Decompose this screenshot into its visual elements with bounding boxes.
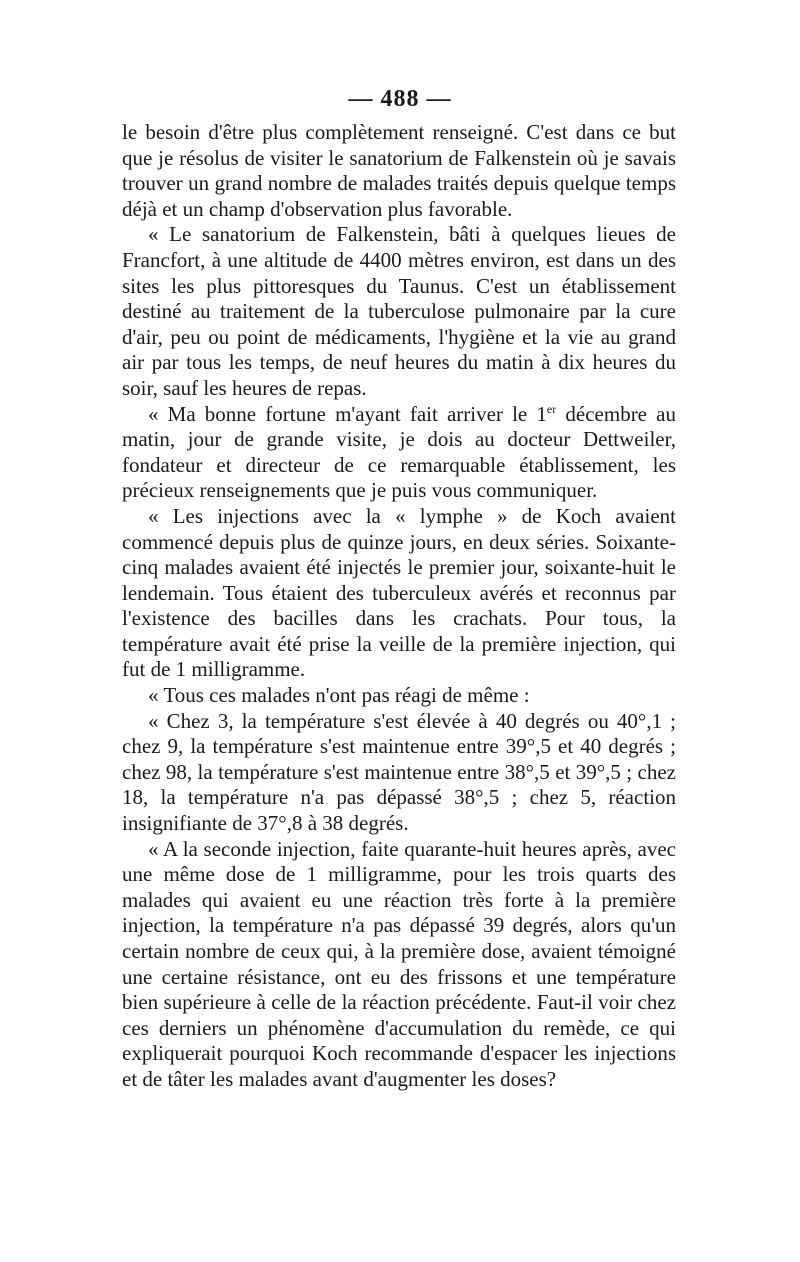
paragraph-3 — [122, 402, 676, 504]
paragraph-2: « Le sanatorium de Falkenstein, bâti à quelques lieues de Francfort, à une altitude de 4400 mètres environ, est dans un des sites les plus pittoresques du Taunus. C'est un établissement destiné au traitement de la tuberculose pulmonaire par la cure d'air, peu ou point de médicaments, l'hygiène et la vie au grand air par tous les temps, de neuf heures du matin à dix heures du soir, sauf les heures de repas. — [122, 222, 676, 400]
paragraph-3-end: décembre au matin, jour de grande visite, je dois au docteur Dettweiler, fondateur et directeur de ce remarquable établissement, les précieux renseignements que je puis vous communiquer. — [122, 401, 676, 503]
ordinal-superscript: er — [546, 401, 557, 416]
paragraph-1: le besoin d'être plus complètement renseigné. C'est dans ce but que je résolus de visiter le sanatorium de Falkenstein où je savais trouver un grand nombre de malades traités depuis quelque temps déjà et un champ d'observation plus favorable. — [122, 120, 676, 221]
body-text — [122, 120, 676, 1093]
paragraph-5: « Tous ces malades n'ont pas réagi de même : — [148, 683, 530, 708]
paragraph-6: « Chez 3, la température s'est élevée à 40 degrés ou 40°,1 ; chez 9, la température s'est maintenue entre 39°,5 et 40 degrés ; chez 98, la température s'est maintenue entre 38°,5 et 39°,5 ; chez 18, la température n'a pas dépassé 38°,5 ; chez 5, réaction insignifiante de 37°,8 à 38 degrés. — [122, 708, 676, 836]
paragraph-7: « A la seconde injection, faite quarante-huit heures après, avec une même dose de 1 milligramme, pour les trois quarts des malades qui avaient eu une réaction très forte à la première injection, la température n'a pas dépassé 39 degrés, alors qu'un certain nombre de ceux qui, à la première dose, avaient témoigné une certaine résistance, ont eu des frissons et une température bien supérieure à celle de la réaction précédente. Faut-il voir chez ces derniers un phénomène d'accumulation du remède, ce qui expliquerait pourquoi Koch recommande d'espacer les injections et de tâter les malades avant d'augmenter les doses? — [122, 836, 676, 1091]
paragraph-4: « Les injections avec la « lymphe » de Koch avaient commencé depuis plus de quinze jours, en deux séries. Soixante-cinq malades avaient été injectés le premier jour, soixante-huit le lendemain. Tous étaient des tuberculeux avérés et reconnus par l'existence des bacilles dans les crachats. Pour tous, la température avait été prise la veille de la première injection, qui fut de 1 milligramme. — [122, 503, 676, 682]
page-number: — 488 — — [348, 86, 452, 112]
paragraph-3-start: « Ma bonne fortune m'ayant fait arriver le 1 — [148, 401, 547, 426]
